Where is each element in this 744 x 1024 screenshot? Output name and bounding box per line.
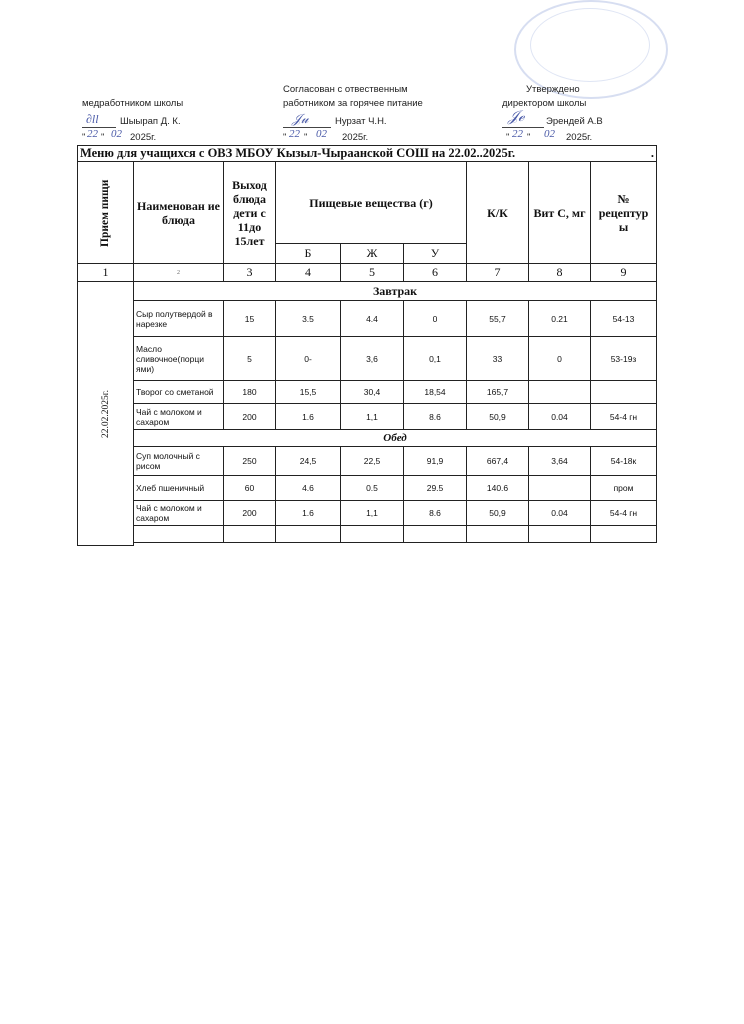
table-row-empty [78, 526, 657, 543]
col-meal-label: Прием пищи [99, 178, 111, 247]
right-signature-line [502, 127, 544, 128]
col-number-2: 2 [134, 264, 224, 282]
dish-kcal: 140.6 [467, 476, 529, 501]
left-date-close-quote: " [101, 132, 105, 143]
meal-date: 22.02.2025г. [100, 389, 111, 438]
right-approval-title: Утверждено [526, 84, 580, 95]
dish-name: Хлеб пшеничный [134, 476, 224, 501]
col-vitc-header: Вит С, мг [529, 162, 591, 264]
left-approver-name: Шыырап Д. К. [120, 116, 181, 127]
center-signature: 𝒥𝓊 [292, 111, 309, 126]
menu-title: Меню для учащихся с ОВЗ МБОУ Кызыл-Чыраанской СОШ на 22.02..2025г. [80, 146, 516, 160]
col-output-header: Выход блюда дети с 11до 15лет [224, 162, 276, 264]
menu-title-end: . [650, 146, 655, 160]
dish-name: Чай с молоком и сахаром [134, 404, 224, 430]
dish-recipe: 54-18к [591, 447, 657, 476]
center-date-close-quote: " [304, 132, 308, 143]
dish-output: 60 [224, 476, 276, 501]
empty-cell [224, 526, 276, 543]
dish-carbs: 91,9 [404, 447, 467, 476]
dish-fat: 1,1 [341, 501, 404, 526]
empty-cell [591, 526, 657, 543]
left-date-open-quote: " [82, 132, 86, 143]
dish-output: 15 [224, 301, 276, 337]
dish-vitc: 3,64 [529, 447, 591, 476]
dish-recipe: 54-13 [591, 301, 657, 337]
dish-fat: 0.5 [341, 476, 404, 501]
table-row [78, 447, 657, 476]
dish-fat: 30,4 [341, 381, 404, 404]
dish-fat: 22,5 [341, 447, 404, 476]
left-signature: ∂ll [86, 112, 99, 126]
dish-carbs: 8.6 [404, 404, 467, 430]
right-date-open-quote: " [506, 132, 510, 143]
dish-recipe: 53-19з [591, 337, 657, 381]
dish-recipe: 54-4 гн [591, 501, 657, 526]
dish-protein: 24,5 [276, 447, 341, 476]
stamp-seal-inner [530, 8, 650, 82]
dish-protein: 3.5 [276, 301, 341, 337]
dish-name: Сыр полутвердой в нарезке [134, 301, 224, 337]
col-number-9: 9 [591, 264, 657, 282]
dish-recipe [591, 381, 657, 404]
center-date-open-quote: " [283, 132, 287, 143]
dish-protein: 0- [276, 337, 341, 381]
empty-cell [529, 526, 591, 543]
col-meal-header [78, 162, 134, 264]
dish-protein: 1.6 [276, 404, 341, 430]
center-date-year: 2025г. [342, 132, 369, 143]
section-lunch: Обед [134, 430, 657, 447]
dish-output: 200 [224, 404, 276, 430]
empty-cell [276, 526, 341, 543]
col-number-3: 3 [224, 264, 276, 282]
col-number-1: 1 [78, 264, 134, 282]
dish-name: Масло сливочное(порци ями) [134, 337, 224, 381]
dish-kcal: 55,7 [467, 301, 529, 337]
dish-output: 180 [224, 381, 276, 404]
dish-vitc [529, 476, 591, 501]
table-row [78, 476, 657, 501]
dish-fat: 4.4 [341, 301, 404, 337]
center-date-day: 22 [289, 128, 300, 140]
col-number-5: 5 [341, 264, 404, 282]
table-row [78, 301, 657, 337]
col-kk-header: К/К [467, 162, 529, 264]
empty-cell [404, 526, 467, 543]
dish-output: 5 [224, 337, 276, 381]
section-breakfast: Завтрак [134, 282, 657, 301]
left-date-month: 02 [111, 128, 122, 140]
menu-title-cell [78, 146, 657, 162]
col-number-4: 4 [276, 264, 341, 282]
dish-carbs: 29.5 [404, 476, 467, 501]
col-nutrients-header: Пищевые вещества (г) [276, 162, 467, 244]
dish-protein: 15,5 [276, 381, 341, 404]
right-approver-name: Эрендей А.В [546, 116, 603, 127]
dish-protein: 4.6 [276, 476, 341, 501]
center-approver-title: Согласован с отвественным [283, 84, 408, 95]
dish-carbs: 0,1 [404, 337, 467, 381]
dish-kcal: 33 [467, 337, 529, 381]
right-date-year: 2025г. [566, 132, 593, 143]
col-number-8: 8 [529, 264, 591, 282]
dish-vitc: 0.21 [529, 301, 591, 337]
dish-kcal: 165,7 [467, 381, 529, 404]
col-recipe-header: № рецептур ы [591, 162, 657, 264]
right-signature: 𝒥ℯ [508, 109, 525, 125]
dish-carbs: 18,54 [404, 381, 467, 404]
dish-name: Чай с молоком и сахаром [134, 501, 224, 526]
dish-carbs: 0 [404, 301, 467, 337]
dish-name: Творог со сметаной [134, 381, 224, 404]
table-bottom-spacer [134, 543, 657, 546]
col-u-header: У [404, 244, 467, 264]
empty-cell [467, 526, 529, 543]
col-dish-header: Наименован ие блюда [134, 162, 224, 264]
dish-fat: 1,1 [341, 404, 404, 430]
dish-carbs: 8.6 [404, 501, 467, 526]
dish-kcal: 667,4 [467, 447, 529, 476]
col-number-6: 6 [404, 264, 467, 282]
dish-fat: 3,6 [341, 337, 404, 381]
dish-vitc: 0.04 [529, 404, 591, 430]
dish-recipe: пром [591, 476, 657, 501]
left-date-year: 2025г. [130, 132, 157, 143]
col-number-7: 7 [467, 264, 529, 282]
left-date-day: 22 [87, 128, 98, 140]
dish-recipe: 54-4 гн [591, 404, 657, 430]
meal-date-cell [78, 282, 134, 546]
table-row [78, 404, 657, 430]
dish-output: 250 [224, 447, 276, 476]
table-row [78, 337, 657, 381]
empty-cell [341, 526, 404, 543]
right-date-close-quote: " [527, 132, 531, 143]
empty-cell [134, 526, 224, 543]
dish-protein: 1.6 [276, 501, 341, 526]
table-row [78, 381, 657, 404]
col-b-header: Б [276, 244, 341, 264]
right-date-month: 02 [544, 128, 555, 140]
table-row [78, 501, 657, 526]
dish-name: Суп молочный с рисом [134, 447, 224, 476]
center-approver-role: работником за горячее питание [283, 98, 423, 109]
dish-kcal: 50,9 [467, 404, 529, 430]
right-date-day: 22 [512, 128, 523, 140]
dish-vitc: 0 [529, 337, 591, 381]
left-approver-role: медработником школы [82, 98, 184, 109]
dish-output: 200 [224, 501, 276, 526]
dish-vitc: 0.04 [529, 501, 591, 526]
dish-kcal: 50,9 [467, 501, 529, 526]
dish-vitc [529, 381, 591, 404]
center-approver-name: Нурзат Ч.Н. [335, 116, 387, 127]
right-approver-role: директором школы [502, 98, 587, 109]
menu-table [77, 145, 657, 546]
col-zh-header: Ж [341, 244, 404, 264]
center-date-month: 02 [316, 128, 327, 140]
